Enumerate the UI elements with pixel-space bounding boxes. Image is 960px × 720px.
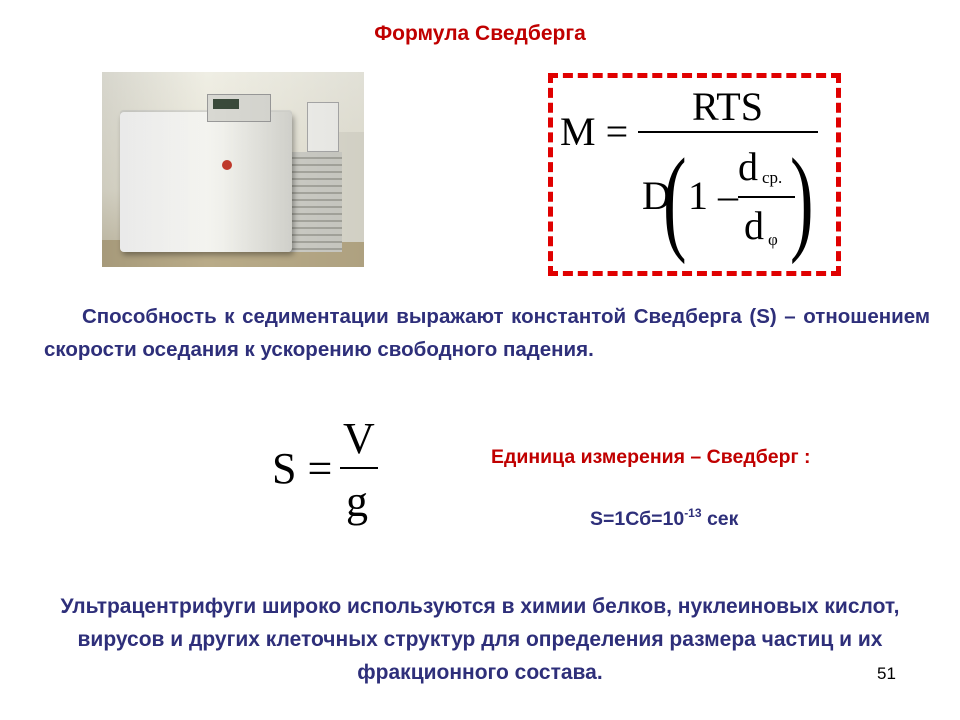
unit-value-prefix: S=1Сб=10 — [590, 508, 685, 530]
formula-s-lhs: S = — [272, 444, 333, 493]
formula-mass-density-mean-sub: ср. — [762, 168, 783, 187]
formula-s-denominator: g — [346, 477, 368, 526]
formula-mass-paren-left: ( — [663, 134, 687, 265]
formula-mass-inner-bar — [738, 196, 795, 198]
unit-value — [590, 506, 738, 531]
formula-mass-paren-right: ) — [790, 134, 814, 265]
page-number: 51 — [877, 664, 896, 683]
ultracentrifuge-photo — [102, 72, 364, 267]
formula-mass-density-particle-sub: φ — [768, 230, 778, 249]
unit-value-exponent: -13 — [684, 506, 702, 520]
formula-mass-numerator: RTS — [692, 84, 763, 129]
unit-value-suffix: сек — [701, 508, 739, 530]
formula-s-numerator: V — [343, 414, 375, 463]
formula-s-fraction-bar — [340, 467, 378, 469]
formula-mass-density-particle: d — [744, 203, 764, 248]
unit-title: Единица измерения – Сведберг : — [491, 446, 811, 468]
formula-mass-density-mean: d — [738, 144, 758, 189]
formula-mass-one-minus: 1 – — [688, 173, 738, 218]
slide-title: Формула Сведберга — [374, 22, 586, 45]
formula-mass-lhs: M = — [560, 109, 629, 154]
sedimentation-paragraph: Способность к седиментации выражают константой Сведберга (S) – отношением скорости оседания к ускорению свободного падения. — [44, 305, 930, 361]
formula-mass-diffusion: D — [642, 173, 671, 218]
footer-text: Ультрацентрифуги широко используются в химии белков, нуклеиновых кислот, вирусов и других клеточных структур для определения размера частиц и их фракционного состава. — [60, 595, 900, 684]
